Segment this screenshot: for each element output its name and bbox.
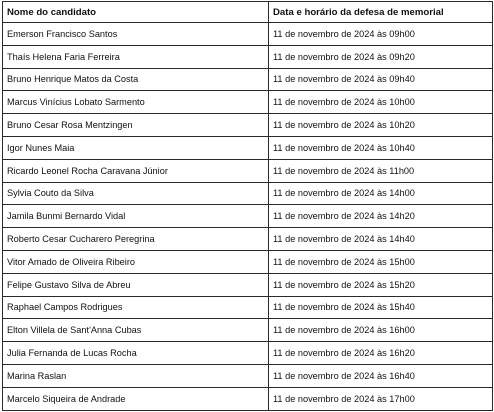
column-header-name: Nome do candidato <box>3 2 269 23</box>
defense-datetime-cell: 11 de novembro de 2024 às 09h20 <box>269 45 493 68</box>
table-row <box>3 250 493 273</box>
defense-datetime-cell: 11 de novembro de 2024 às 09h00 <box>269 23 493 46</box>
defense-datetime-cell: 11 de novembro de 2024 às 17h00 <box>269 387 493 410</box>
defense-datetime-cell: 11 de novembro de 2024 às 10h00 <box>269 91 493 114</box>
candidate-name-cell: Thaís Helena Faria Ferreira <box>3 45 269 68</box>
defense-datetime-cell: 11 de novembro de 2024 às 16h40 <box>269 364 493 387</box>
table-row <box>3 273 493 296</box>
candidate-name-cell: Raphael Campos Rodrigues <box>3 296 269 319</box>
candidate-name-cell: Felipe Gustavo Silva de Abreu <box>3 273 269 296</box>
table-row <box>3 228 493 251</box>
candidate-name-cell: Elton Villela de Sant'Anna Cubas <box>3 319 269 342</box>
defense-datetime-cell: 11 de novembro de 2024 às 14h20 <box>269 205 493 228</box>
table-row <box>3 23 493 46</box>
defense-datetime-cell: 11 de novembro de 2024 às 16h20 <box>269 342 493 365</box>
schedule-table <box>2 1 493 411</box>
defense-datetime-cell: 11 de novembro de 2024 às 14h40 <box>269 228 493 251</box>
candidate-name-cell: Marina Raslan <box>3 364 269 387</box>
candidate-name-cell: Vitor Amado de Oliveira Ribeiro <box>3 250 269 273</box>
candidate-name-cell: Marcelo Siqueira de Andrade <box>3 387 269 410</box>
candidate-name-cell: Emerson Francisco Santos <box>3 23 269 46</box>
table-row <box>3 45 493 68</box>
table-row <box>3 319 493 342</box>
defense-datetime-cell: 11 de novembro de 2024 às 10h20 <box>269 114 493 137</box>
table-row <box>3 114 493 137</box>
table-row <box>3 136 493 159</box>
candidate-name-cell: Bruno Henrique Matos da Costa <box>3 68 269 91</box>
table-row <box>3 342 493 365</box>
candidate-name-cell: Igor Nunes Maia <box>3 136 269 159</box>
defense-datetime-cell: 11 de novembro de 2024 às 15h00 <box>269 250 493 273</box>
table-row <box>3 364 493 387</box>
candidate-name-cell: Marcus Vinícius Lobato Sarmento <box>3 91 269 114</box>
defense-datetime-cell: 11 de novembro de 2024 às 10h40 <box>269 136 493 159</box>
candidate-name-cell: Ricardo Leonel Rocha Caravana Júnior <box>3 159 269 182</box>
column-header-datetime: Data e horário da defesa de memorial <box>269 2 493 23</box>
table-row <box>3 387 493 410</box>
candidate-name-cell: Bruno Cesar Rosa Mentzingen <box>3 114 269 137</box>
defense-datetime-cell: 11 de novembro de 2024 às 16h00 <box>269 319 493 342</box>
table-row <box>3 182 493 205</box>
candidate-name-cell: Jamila Bunmi Bernardo Vidal <box>3 205 269 228</box>
defense-datetime-cell: 11 de novembro de 2024 às 14h00 <box>269 182 493 205</box>
defense-datetime-cell: 11 de novembro de 2024 às 15h40 <box>269 296 493 319</box>
table-row <box>3 296 493 319</box>
defense-datetime-cell: 11 de novembro de 2024 às 15h20 <box>269 273 493 296</box>
candidate-name-cell: Roberto Cesar Cucharero Peregrina <box>3 228 269 251</box>
table-body <box>3 23 493 411</box>
table-row <box>3 68 493 91</box>
table-header-row <box>3 2 493 23</box>
table-row <box>3 205 493 228</box>
candidate-name-cell: Sylvia Couto da Silva <box>3 182 269 205</box>
table-row <box>3 159 493 182</box>
defense-datetime-cell: 11 de novembro de 2024 às 09h40 <box>269 68 493 91</box>
candidate-name-cell: Julia Fernanda de Lucas Rocha <box>3 342 269 365</box>
table-row <box>3 91 493 114</box>
defense-datetime-cell: 11 de novembro de 2024 às 11h00 <box>269 159 493 182</box>
